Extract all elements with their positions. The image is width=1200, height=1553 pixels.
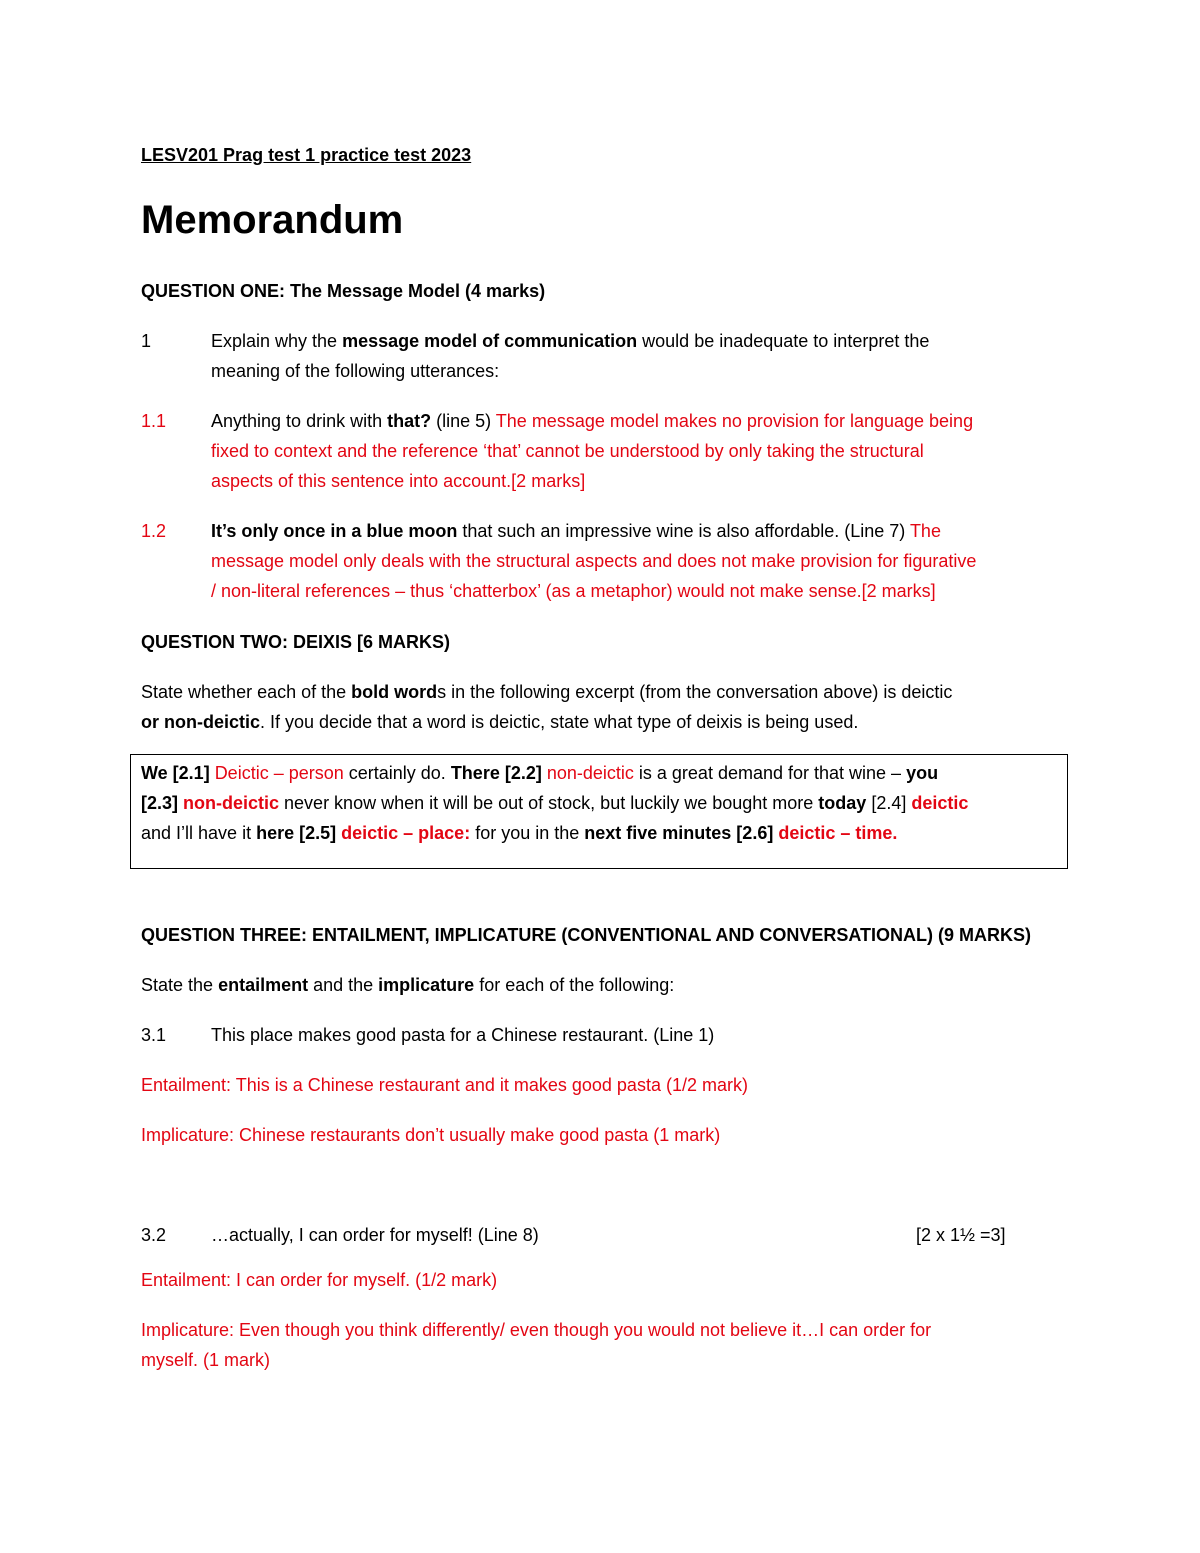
q2-instruction-line-1: State whether each of the bold words in the following excerpt (from the conversation above) is deictic <box>141 682 953 702</box>
q3-1-utterance: This place makes good pasta for a Chinese restaurant. (Line 1) <box>211 1025 715 1045</box>
q1-prompt-line-1: Explain why the message model of communication would be inadequate to interpret the <box>211 331 930 351</box>
q3-1-entailment: Entailment: This is a Chinese restaurant and it makes good pasta (1/2 mark) <box>141 1075 748 1095</box>
excerpt-line-1: We [2.1] Deictic – person certainly do. There [2.2] non-deictic is a great demand for that wine – you <box>141 763 939 783</box>
item-number-3-2: 3.2 <box>141 1225 167 1245</box>
q3-2-utterance: …actually, I can order for myself! (Line 8) <box>211 1225 539 1245</box>
item-number-1-1: 1.1 <box>141 411 167 431</box>
document-title: Memorandum <box>141 198 404 242</box>
q3-2-implicature-line-2: myself. (1 mark) <box>141 1350 271 1370</box>
q1-prompt-line-2: meaning of the following utterances: <box>211 361 500 381</box>
item-number-1: 1 <box>141 331 152 351</box>
q1-1-line-1: Anything to drink with that? (line 5) The message model makes no provision for language being <box>211 411 974 431</box>
question-one-heading: QUESTION ONE: The Message Model (4 marks) <box>141 281 546 301</box>
q1-2-answer-line-3: / non-literal references – thus ‘chatterbox’ (as a metaphor) would not make sense.[2 marks] <box>211 581 936 601</box>
question-two-heading: QUESTION TWO: DEIXIS [6 MARKS) <box>141 632 451 652</box>
q3-instruction: State the entailment and the implicature for each of the following: <box>141 975 675 995</box>
q3-2-entailment: Entailment: I can order for myself. (1/2 mark) <box>141 1270 498 1290</box>
excerpt-line-3: and I’ll have it here [2.5] deictic – place: for you in the next five minutes [2.6] deictic – time. <box>141 823 898 843</box>
course-title: LESV201 Prag test 1 practice test 2023 <box>141 145 472 165</box>
q3-1-implicature: Implicature: Chinese restaurants don’t usually make good pasta (1 mark) <box>141 1125 721 1145</box>
excerpt-line-2: [2.3] non-deictic never know when it will be out of stock, but luckily we bought more today [2.4] deictic <box>141 793 969 813</box>
q1-2-answer-line-2: message model only deals with the structural aspects and does not make provision for figurative <box>211 551 977 571</box>
item-number-1-2: 1.2 <box>141 521 167 541</box>
q3-marks-allocation: [2 x 1½ =3] <box>916 1225 1006 1245</box>
q1-1-answer-line-3: aspects of this sentence into account.[2 marks] <box>211 471 586 491</box>
q1-2-line-1: It’s only once in a blue moon that such an impressive wine is also affordable. (Line 7) The <box>211 521 941 541</box>
item-number-3-1: 3.1 <box>141 1025 167 1045</box>
q3-2-implicature-line-1: Implicature: Even though you think differently/ even though you would not believe it…I can order for <box>141 1320 932 1340</box>
question-three-heading: QUESTION THREE: ENTAILMENT, IMPLICATURE (CONVENTIONAL AND CONVERSATIONAL) (9 MARKS) <box>141 925 1031 945</box>
q1-1-answer-line-2: fixed to context and the reference ‘that’ cannot be understood by only taking the structural <box>211 441 924 461</box>
q2-instruction-line-2: or non-deictic. If you decide that a word is deictic, state what type of deixis is being used. <box>141 712 859 732</box>
